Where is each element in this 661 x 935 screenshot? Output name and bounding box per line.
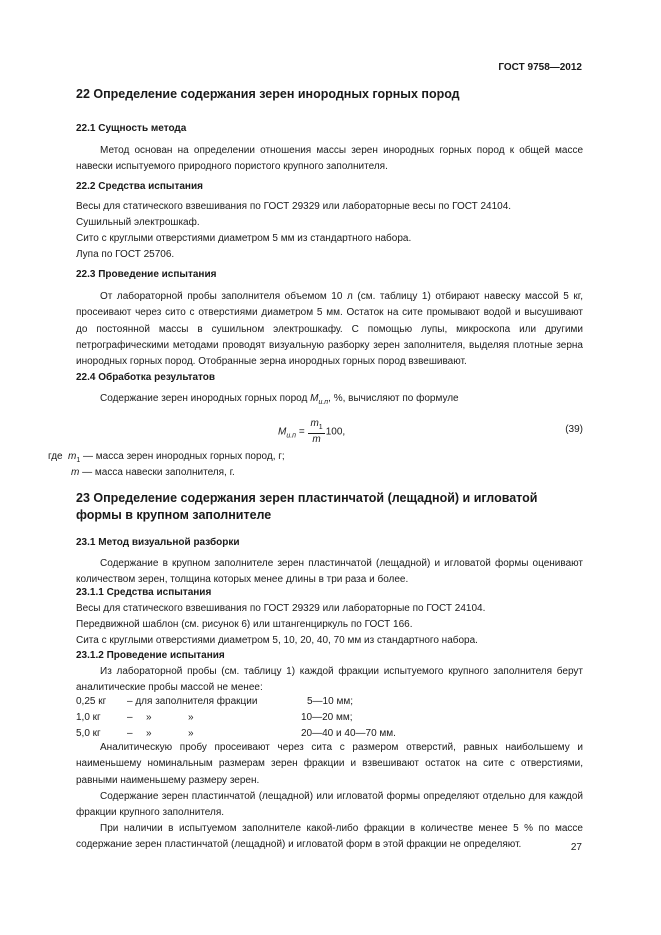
paragraph: Содержание зерен пластинчатой (лещадной) или игловатой формы определяют отдельно для каждой фракции крупного заполнителя.	[76, 791, 583, 819]
section-23-1-1-title: 23.1.1 Средства испытания	[76, 587, 212, 598]
page-number: 27	[570, 842, 582, 853]
section-23-1-title: 23.1 Метод визуальной разборки	[76, 537, 240, 548]
section-22-4-intro: Содержание зерен инородных горных пород $M_{и.п}$, %, вычисляют по формуле	[100, 393, 459, 406]
equipment-line: Весы для статического взвешивания по ГОСТ 29329 или лабораторные по ГОСТ 24104.	[76, 603, 486, 614]
where-item: $m_1$ — масса зерен инородных горных пород, г;	[68, 451, 285, 464]
where-item: m — масса навески заполнителя, г.	[71, 467, 235, 478]
section-23-1-text: Содержание в крупном заполнителе зерен пластинчатой (лещадной) и игловатой формы оценивают количеством зерен, толщина которых менее длины в три раза и более.	[76, 558, 583, 586]
formula-39: $M_{и.п}$ = $\frac{m_1}{m}$ 100,	[278, 418, 346, 445]
section-22-1-text: Метод основан на определении отношения массы зерен инородных горных пород к общей массе навески испытуемого природного пористого крупного заполнителя.	[76, 145, 583, 173]
paragraph: При наличии в испытуемом заполнителе какой-либо фракции в количестве менее 5 % по массе содержание зерен пластинчатой (лещадной) и игловатой форм в этой фракции не определяют.	[76, 823, 583, 851]
equipment-line: Сито с круглыми отверстиями диаметром 5 мм из стандартного набора.	[76, 233, 412, 244]
equipment-line: Лупа по ГОСТ 25706.	[76, 249, 175, 260]
section-22-1-title: 22.1 Сущность метода	[76, 123, 187, 134]
document-header: ГОСТ 9758—2012	[498, 62, 582, 73]
section-22-4-title: 22.4 Обработка результатов	[76, 372, 216, 383]
equipment-line: Весы для статического взвешивания по ГОСТ 29329 или лабораторные весы по ГОСТ 24104.	[76, 201, 512, 212]
section-22-2-title: 22.2 Средства испытания	[76, 181, 203, 192]
equipment-line: Сушильный электрошкаф.	[76, 217, 200, 228]
section-22-3-text: От лабораторной пробы заполнителя объемом 10 л (см. таблицу 1) отбирают навеску массой 5 кг, просеивают через сито с отверстиями диаметром 5 мм. Остаток на сите промывают водой и высушивают до постоянной массы в сушильном электрошкафу. С помощью лупы, микроскопа или другими петрографическими методами проводят визуальную разборку зерен заполнителя, выделяя плотные зерна инородных горных пород. Отобранные зерна инородных горных пород взвешивают.	[76, 291, 583, 368]
formula-fraction: $\frac{m_1}{m}$	[310, 418, 323, 445]
section-23-1-2-intro: Из лабораторной пробы (см. таблицу 1) каждой фракции испытуемого крупного заполнителя берут аналитические пробы массой не менее:	[76, 666, 583, 694]
section-23-title: 23 Определение содержания зерен пластинчатой (лещадной) и игловатой формы в крупном заполнителе	[76, 491, 538, 522]
section-22-title: 22 Определение содержания зерен инородных горных пород	[76, 87, 460, 101]
document-page: ГОСТ 9758—2012 22 Определение содержания зерен инородных горных пород 22.1 Сущность метода Метод основан на определении отношения массы зерен инородных горных пород к общей массе навески испытуемого природного пористого крупного заполнителя. 22.2 Средства испытания Весы для статического взвешивания по ГОСТ 29329 или лабораторные весы по ГОСТ 24104. Сушильный электрошкаф. Сито с круглыми отверстиями диаметром 5 мм из стандартного набора. Лупа по ГОСТ 25706. 22.3 Проведение испытания От лабораторной пробы заполнителя объемом 10 л (см. таблицу 1) отбирают навеску массой 5 кг, просеивают через сито с отверстиями диаметром 5 мм. Остаток на сите промывают водой и высушивают до постоянной массы в сушильном электрошкафу. С помощью лупы, микроскопа или другими петрографическими методами проводят визуальную разборку зерен заполнителя, выделяя плотные зерна инородных горных пород. Отобранные зерна инородных горных пород взвешивают. 22.4 Обработка результатов Содержание зерен инородных горных пород $M_{и.п}$, %, вычисляют по формуле $M_{и.п}$ = $\frac{m_1}{m}$ 100, (39) где $m_1$ — масса зерен инородных горных пород, г; m — масса навески заполнителя, г. 23 Определение содержания зерен пластинчатой (лещадной) и игловатой формы в крупном заполнителе 23.1 Метод визуальной разборки Содержание в крупном заполнителе зерен пластинчатой (лещадной) и игловатой формы оценивают количеством зерен, толщина которых менее длины в три раза и более. 23.1.1 Средства испытания Весы для статического взвешивания по ГОСТ 29329 или лабораторные по ГОСТ 24104. Передвижной шаблон (см. рисунок 6) или штангенциркуль по ГОСТ 166. Сита с круглыми отверстиями диаметром 5, 10, 20, 40, 70 мм из стандартного набора. 23.1.2 Проведение испытания Из лабораторной пробы (см. таблицу 1) каждой фракции испытуемого крупного заполнителя берут аналитические пробы массой не менее: 0,25 кг – для заполнителя фракции 5—10 мм; 1,0 кг – » » 10—20 мм; 5,0 кг – » » 20—40 и 40—70 мм. Аналитическую пробу просеивают через сита с размером отверстий, равных наибольшему и наименьшему номинальным размерам зерен фракции и взвешивают остаток на сите с отверстиями, равными наименьшему размеру зерен. Содержание зерен пластинчатой (лещадной) или игловатой формы определяют отдельно для каждой фракции крупного заполнителя. При наличии в испытуемом заполнителе какой-либо фракции в количестве менее 5 % по массе содержание зерен пластинчатой (лещадной) и игловатой форм в этой фракции не определяют. 27	[0, 0, 661, 935]
section-22-3-title: 22.3 Проведение испытания	[76, 269, 217, 280]
where-label: где	[48, 451, 63, 462]
equipment-line: Сита с круглыми отверстиями диаметром 5, 10, 20, 40, 70 мм из стандартного набора.	[76, 635, 478, 646]
formula-number: (39)	[565, 424, 583, 435]
section-23-1-2-title: 23.1.2 Проведение испытания	[76, 650, 225, 661]
paragraph: Аналитическую пробу просеивают через сита с размером отверстий, равных наибольшему и наименьшему номинальным размерам зерен фракции и взвешивают остаток на сите с отверстиями, равными наименьшему размеру зерен.	[76, 742, 583, 786]
equipment-line: Передвижной шаблон (см. рисунок 6) или штангенциркуль по ГОСТ 166.	[76, 619, 413, 630]
